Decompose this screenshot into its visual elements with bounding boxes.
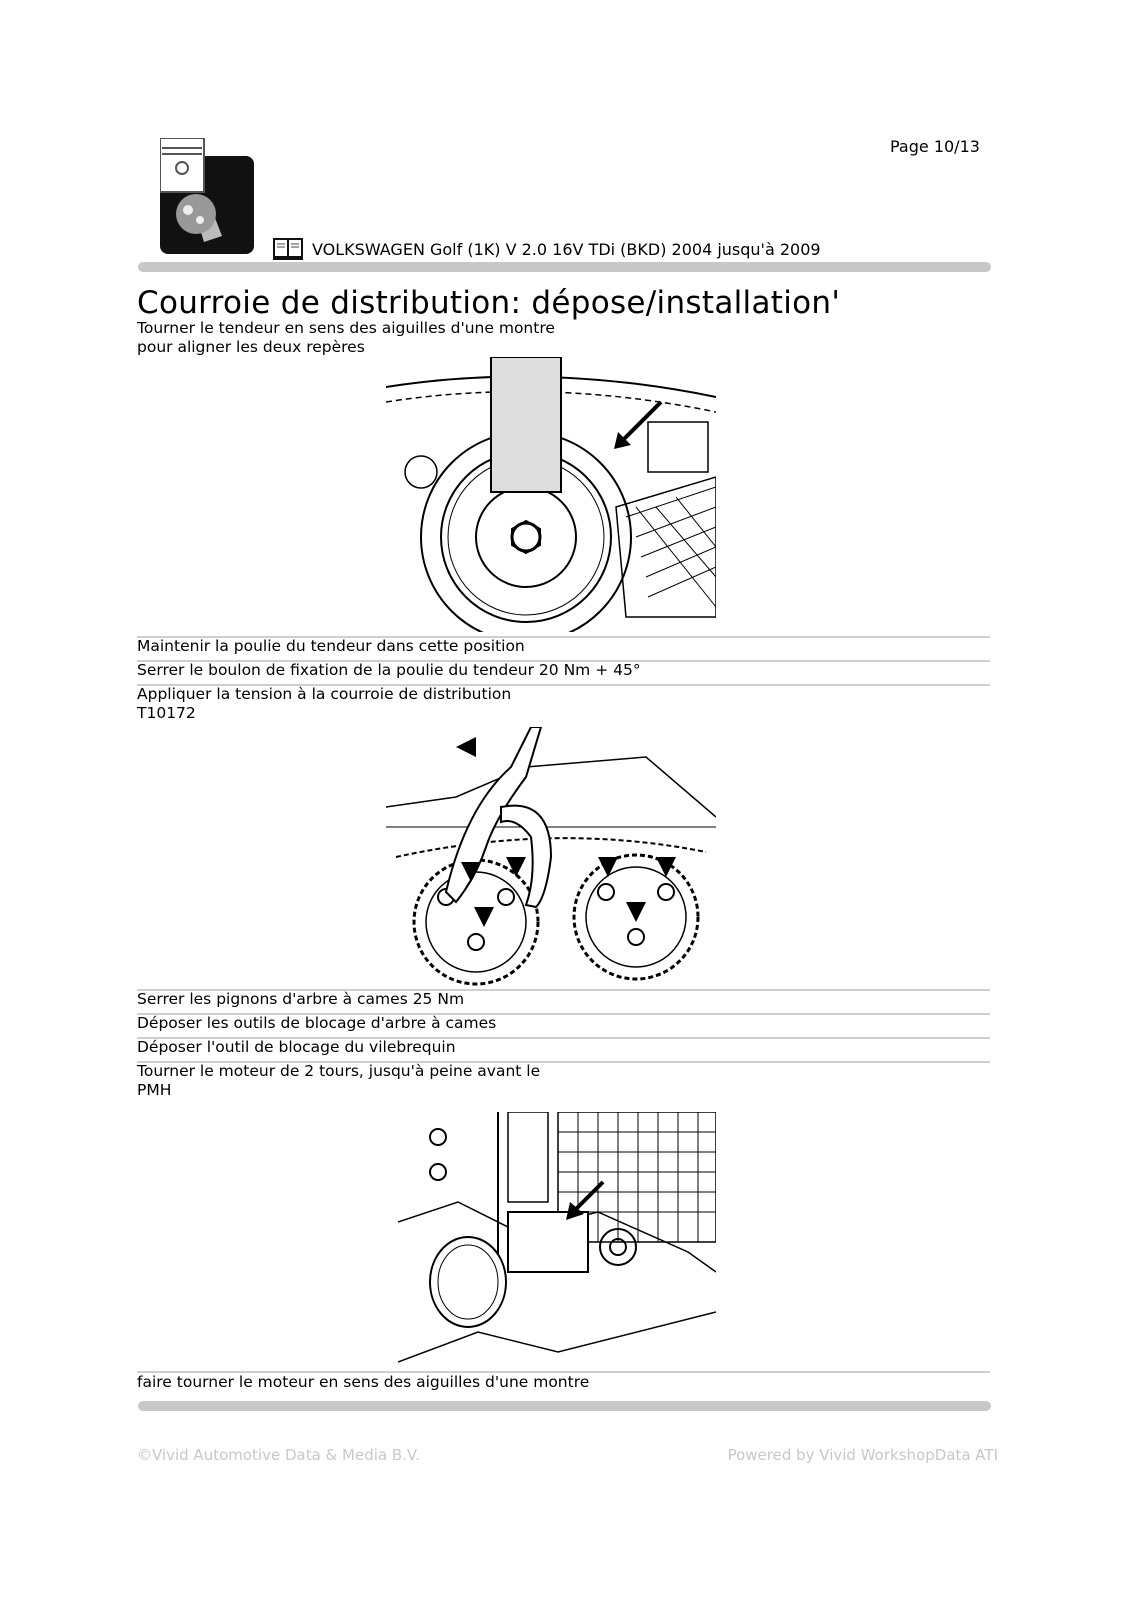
piston-gear-icon bbox=[160, 138, 260, 256]
step-5: Serrer les pignons d'arbre à cames 25 Nm bbox=[137, 990, 465, 1008]
step-2: Maintenir la poulie du tendeur dans cette position bbox=[137, 637, 525, 655]
page-number: Page 10/13 bbox=[890, 137, 980, 156]
step-9: faire tourner le moteur en sens des aiguilles d'une montre bbox=[137, 1373, 590, 1391]
figure-camshaft-sprockets bbox=[386, 727, 716, 987]
step-8: Tourner le moteur de 2 tours, jusqu'à peine avant le PMH bbox=[137, 1062, 541, 1099]
step-7: Déposer l'outil de blocage du vilebrequin bbox=[137, 1038, 456, 1056]
step-4: Appliquer la tension à la courroie de distribution T10172 bbox=[137, 685, 512, 722]
vehicle-header bbox=[272, 237, 821, 261]
footer-copyright: ©Vivid Automotive Data & Media B.V. bbox=[137, 1446, 420, 1464]
book-icon bbox=[272, 237, 304, 261]
footer-divider bbox=[138, 1401, 991, 1411]
figure-tensioner-pulley bbox=[386, 357, 716, 632]
page-title: Courroie de distribution: dépose/installation' bbox=[137, 285, 841, 321]
vehicle-title: VOLKSWAGEN Golf (1K) V 2.0 16V TDi (BKD) 2004 jusqu'à 2009 bbox=[312, 239, 821, 259]
step-6: Déposer les outils de blocage d'arbre à cames bbox=[137, 1014, 497, 1032]
step-3: Serrer le boulon de fixation de la poulie du tendeur 20 Nm + 45° bbox=[137, 661, 641, 679]
header-divider bbox=[138, 262, 991, 272]
footer-powered-by: Powered by Vivid WorkshopData ATI bbox=[727, 1446, 998, 1464]
step-1: Tourner le tendeur en sens des aiguilles d'une montre pour aligner les deux repères bbox=[137, 319, 555, 356]
figure-crankshaft bbox=[398, 1112, 716, 1364]
